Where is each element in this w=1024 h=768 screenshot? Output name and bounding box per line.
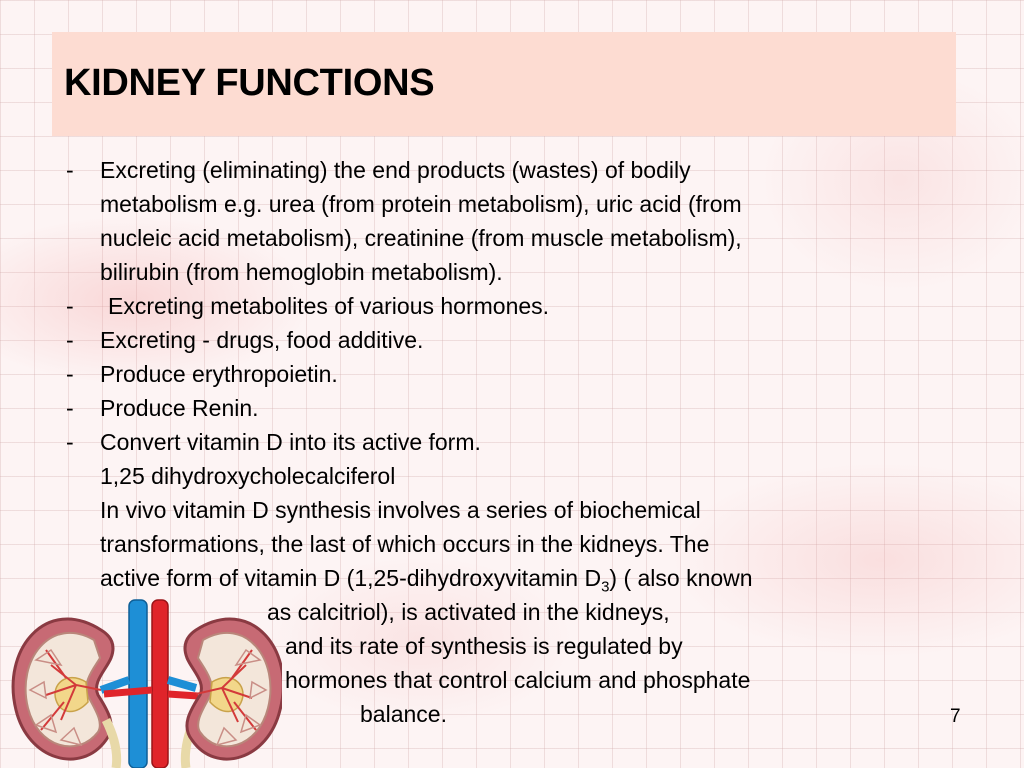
bullet-dash: - [66,293,74,319]
page-number: 7 [950,706,961,727]
bullet-line: hormones that control calcium and phosphate [285,667,751,693]
bullet-dash: - [66,157,74,183]
bullet-line: transformations, the last of which occurs in the kidneys. The [100,531,710,557]
bullet-dash: - [66,327,74,353]
bullet-line: bilirubin (from hemoglobin metabolism). [100,259,503,285]
bullet-dash: - [66,395,74,421]
bullet-line: Excreting metabolites of various hormones. [108,293,550,319]
bullet-line: Produce Renin. [100,395,259,421]
bullet-line: Excreting (eliminating) the end products (wastes) of bodily [100,157,691,183]
bullet-line: balance. [360,701,447,727]
blood-vessels-icon [101,600,198,768]
bullet-line: Produce erythropoietin. [100,361,338,387]
bullet-line: In vivo vitamin D synthesis involves a series of biochemical [100,497,701,523]
right-kidney-icon [185,619,282,759]
bullet-line: and its rate of synthesis is regulated by [285,633,683,659]
bullet-line: metabolism e.g. urea (from protein metabolism), uric acid (from [100,191,742,217]
bullet-line: 1,25 dihydroxycholecalciferol [100,463,396,489]
bullet-line: Excreting - drugs, food additive. [100,327,424,353]
title-banner [52,32,956,136]
kidneys-icon [6,590,282,768]
left-kidney-icon [13,619,113,759]
bullet-line: Convert vitamin D into its active form. [100,429,481,455]
bullet-line: nucleic acid metabolism), creatinine (from muscle metabolism), [100,225,742,251]
slide-title: KIDNEY FUNCTIONS [64,62,435,104]
subscript-3: 3 [601,578,610,596]
vitamin-d-text: active form of vitamin D (1,25-dihydroxyvitamin D [100,565,602,591]
vitamin-d-text-after: ) ( also known [609,565,753,591]
bullet-line: as calcitriol), is activated in the kidneys, [267,599,670,625]
bullet-dash: - [66,361,74,387]
bullet-dash: - [66,429,74,455]
